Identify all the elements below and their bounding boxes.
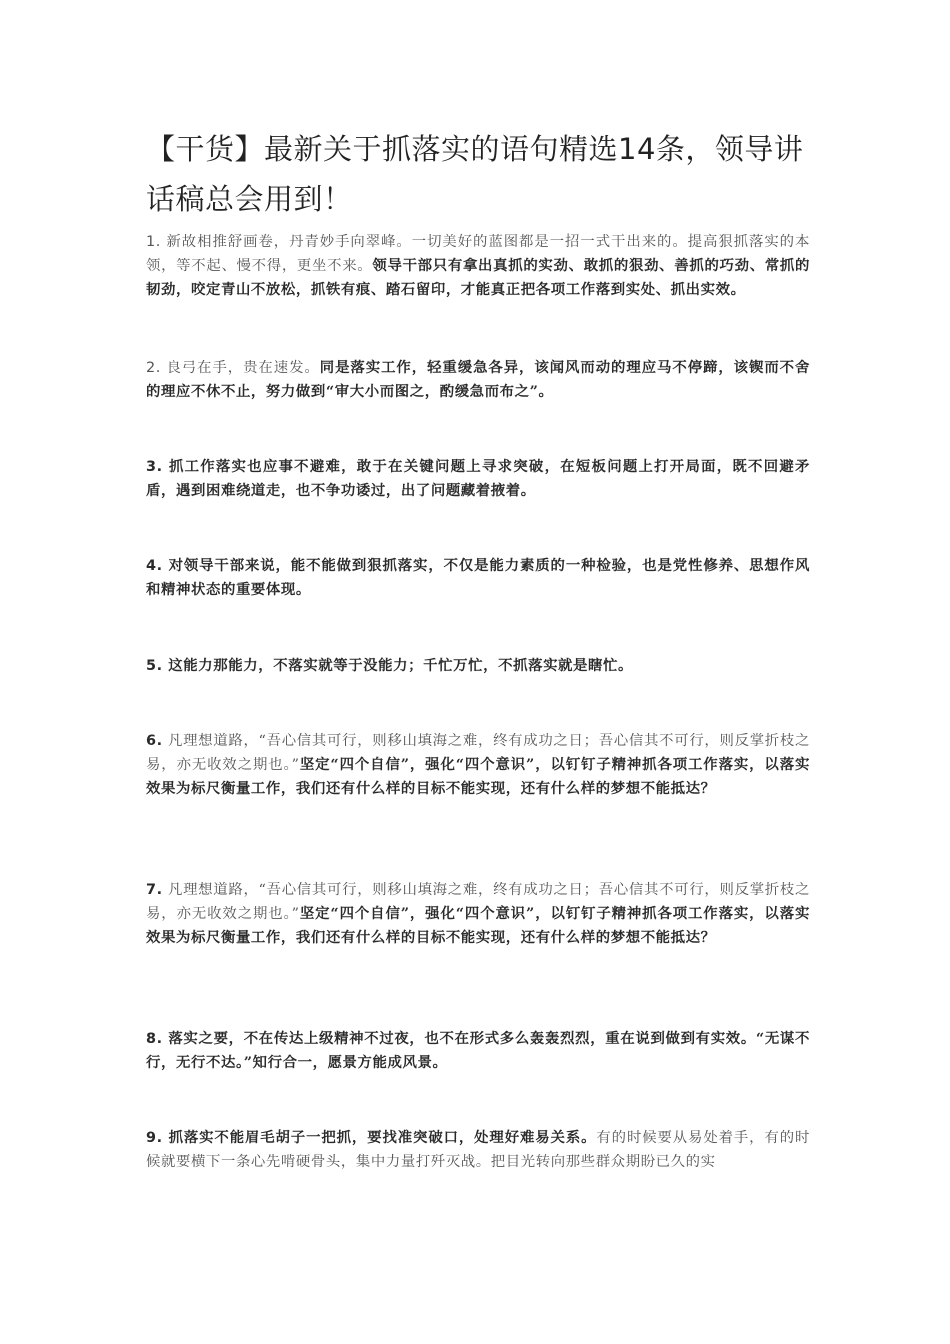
item-number: 2.: [146, 360, 161, 376]
paragraph-4: [146, 554, 810, 602]
paragraph-7: [146, 878, 810, 950]
paragraph-1: [146, 230, 810, 302]
paragraph-3: [146, 455, 810, 503]
paragraph-bold-text: 落实之要，不在传达上级精神不过夜，也不在形式多么轰轰烈烈，重在说到做到有实效。“无谋不行，无行不达。”知行合一，愿景方能成风景。: [146, 1030, 810, 1071]
paragraph-text: 凡理想道路，“吾心信其可行，则移山填海之难，终有成功之日；吾心信其不可行，则反掌折枝之易，亦无收效之期也。”: [146, 882, 810, 922]
item-number: 4.: [146, 558, 163, 574]
paragraph-bold-text: 抓落实不能眉毛胡子一把抓，要找准突破口，处理好难易关系。: [162, 1129, 597, 1146]
item-number: 7.: [146, 882, 163, 898]
paragraph-bold-text: 对领导干部来说，能不能做到狠抓落实，不仅是能力素质的一种检验，也是党性修养、思想作风和精神状态的重要体现。: [146, 557, 810, 598]
item-number: 6.: [146, 733, 163, 749]
paragraph-bold-text: 坚定“四个自信”，强化“四个意识”，以钉钉子精神抓各项工作落实，以落实效果为标尺衡量工作，我们还有什么样的目标不能实现，还有什么样的梦想不能抵达？: [146, 756, 810, 797]
item-number: 5.: [146, 658, 163, 674]
paragraph-bold-text: 坚定“四个自信”，强化“四个意识”，以钉钉子精神抓各项工作落实，以落实效果为标尺衡量工作，我们还有什么样的目标不能实现，还有什么样的梦想不能抵达？: [146, 905, 810, 946]
paragraph-bold-text: 抓工作落实也应事不避难，敢于在关键问题上寻求突破，在短板问题上打开局面，既不回避矛盾，遇到困难绕道走，也不争功诿过，出了问题藏着掖着。: [146, 458, 810, 499]
paragraph-6: [146, 729, 810, 801]
paragraph-9: [146, 1126, 810, 1174]
item-number: 1.: [146, 234, 161, 250]
paragraph-bold-text: 同是落实工作，轻重缓急各异，该闻风而动的理应马不停蹄，该锲而不舍的理应不休不止，努力做到“审大小而图之，酌缓急而布之”。: [146, 359, 810, 400]
paragraph-2: [146, 356, 810, 404]
paragraph-bold-text: 领导干部只有拿出真抓的实劲、敢抓的狠劲、善抓的巧劲、常抓的韧劲，咬定青山不放松，抓铁有痕、踏石留印，才能真正把各项工作落到实处、抓出实效。: [146, 257, 810, 298]
paragraph-text: 凡理想道路，“吾心信其可行，则移山填海之难，终有成功之日；吾心信其不可行，则反掌折枝之易，亦无收效之期也。”: [146, 733, 810, 773]
paragraph-bold-text: 这能力那能力，不落实就等于没能力；千忙万忙，不抓落实就是瞎忙。: [162, 657, 634, 674]
paragraph-8: [146, 1027, 810, 1075]
paragraph-text: 新故相推舒画卷，丹青妙手向翠峰。一切美好的蓝图都是一招一式干出来的。提高狠抓落实的本领，等不起、慢不得，更坐不来。: [146, 234, 810, 274]
paragraph-5: [146, 654, 810, 678]
item-number: 9.: [146, 1130, 163, 1146]
item-number: 8.: [146, 1031, 163, 1047]
paragraph-text: 有的时候要从易处着手，有的时候就要横下一条心先啃硬骨头，集中力量打歼灭战。把目光转向那些群众期盼已久的实: [146, 1130, 810, 1170]
paragraph-text: 良弓在手，贵在速发。: [160, 360, 320, 376]
article-title: 【干货】最新关于抓落实的语句精选14条，领导讲话稿总会用到！: [146, 132, 804, 216]
item-number: 3.: [146, 459, 163, 475]
